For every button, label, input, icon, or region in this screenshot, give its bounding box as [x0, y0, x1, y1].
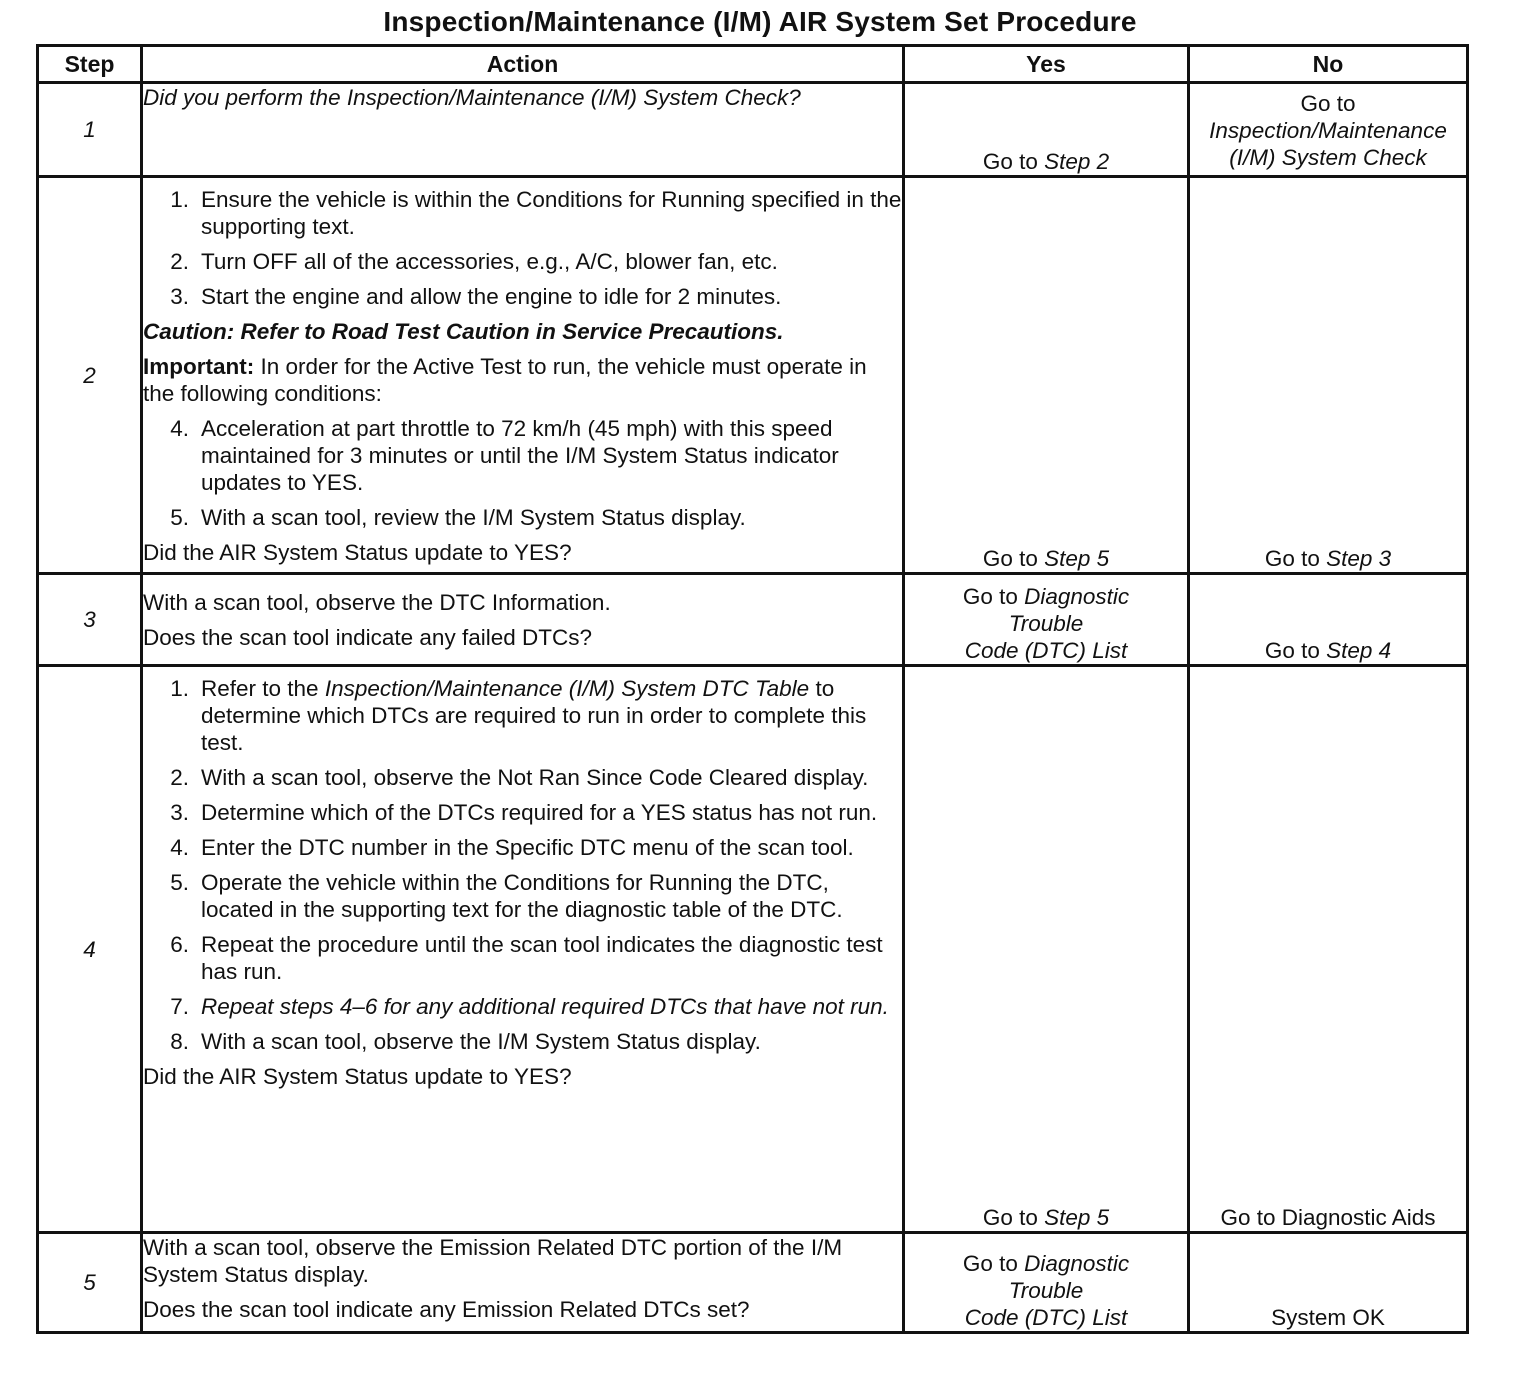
goto-system-check-link[interactable]: Inspection/Maintenance (I/M) System Check: [1209, 118, 1447, 170]
header-action: Action: [142, 46, 904, 83]
step-number: 5: [38, 1233, 142, 1333]
page-title: Inspection/Maintenance (I/M) AIR System Set Procedure: [383, 6, 1137, 37]
step-number: 3: [38, 574, 142, 666]
table-row: [38, 177, 1468, 574]
instruction-list: [143, 415, 902, 531]
list-item: 5. Operate the vehicle within the Conditions for Running the DTC, located in the supporting text for the diagnostic table of the DTC.: [170, 870, 843, 922]
yes-cell[interactable]: Go to Diagnostic Trouble Code (DTC) List: [904, 1233, 1189, 1333]
yes-cell[interactable]: Go to Step 5: [904, 666, 1189, 1233]
goto-diagnostic-aids-link[interactable]: Go to Diagnostic Aids: [1220, 1205, 1436, 1230]
yes-cell[interactable]: Go to Diagnostic Trouble Code (DTC) List: [904, 574, 1189, 666]
action-cell: [142, 666, 904, 1233]
header-yes: Yes: [904, 46, 1189, 83]
instruction-list: [143, 186, 902, 310]
goto-step-link[interactable]: Step 5: [1044, 1205, 1110, 1230]
list-item: 1. Refer to the Inspection/Maintenance (I/M) System DTC Table to determine which DTCs are required to run in order to complete this test.: [170, 676, 867, 755]
question-text: Does the scan tool indicate any Emission Related DTCs set?: [143, 1297, 750, 1322]
question-text: Did the AIR System Status update to YES?: [143, 540, 572, 565]
action-cell: [142, 574, 904, 666]
goto-prefix: Go to: [982, 149, 1045, 174]
no-cell[interactable]: Go to Step 3: [1189, 177, 1468, 574]
list-item: 5. With a scan tool, review the I/M System Status display.: [170, 505, 746, 530]
list-item: 2. Turn OFF all of the accessories, e.g., A/C, blower fan, etc.: [170, 249, 778, 274]
action-cell: [142, 1233, 904, 1333]
step-number: 1: [38, 83, 142, 177]
question-text: Did the AIR System Status update to YES?: [143, 1064, 572, 1089]
no-cell[interactable]: Go to Step 4: [1189, 574, 1468, 666]
no-cell[interactable]: [1189, 83, 1468, 177]
instruction-list: [143, 675, 902, 1055]
list-item: 3. Start the engine and allow the engine to idle for 2 minutes.: [170, 284, 782, 309]
action-cell: [142, 83, 904, 177]
instruction-text: With a scan tool, observe the Emission Related DTC portion of the I/M System Status display.: [143, 1235, 843, 1287]
table-row: [38, 574, 1468, 666]
goto-dtc-list-link[interactable]: Diagnostic: [1024, 1251, 1130, 1276]
table-row: [38, 1233, 1468, 1333]
dtc-table-link[interactable]: Inspection/Maintenance (I/M) System DTC Table: [324, 676, 810, 701]
step-number: 2: [38, 177, 142, 574]
list-item: 1. Ensure the vehicle is within the Conditions for Running specified in the supporting text.: [170, 187, 902, 239]
yes-cell[interactable]: Go to Step 5: [904, 177, 1189, 574]
goto-prefix: Go to: [1300, 91, 1356, 116]
action-cell: [142, 177, 904, 574]
goto-step-link[interactable]: Step 4: [1326, 638, 1392, 663]
result-text: System OK: [1271, 1305, 1385, 1330]
question-text: Did you perform the Inspection/Maintenance (I/M) System Check?: [143, 85, 801, 110]
goto-step-link[interactable]: Step 2: [1044, 149, 1110, 174]
header-no: No: [1189, 46, 1468, 83]
caution-note: Caution: Refer to Road Test Caution in Service Precautions.: [143, 319, 784, 344]
important-note: Important: In order for the Active Test to run, the vehicle must operate in the following conditions:: [143, 354, 867, 406]
list-item: 4. Enter the DTC number in the Specific DTC menu of the scan tool.: [170, 835, 854, 860]
table-row: [38, 666, 1468, 1233]
yes-cell[interactable]: [904, 83, 1189, 177]
goto-dtc-list-link[interactable]: Diagnostic: [1024, 584, 1130, 609]
goto-step-link[interactable]: Step 3: [1326, 546, 1392, 571]
procedure-table: [36, 44, 1469, 1334]
list-item: 3. Determine which of the DTCs required for a YES status has not run.: [170, 800, 878, 825]
list-item: 2. With a scan tool, observe the Not Ran Since Code Cleared display.: [170, 765, 869, 790]
list-item: 6. Repeat the procedure until the scan tool indicates the diagnostic test has run.: [170, 932, 883, 984]
table-row: [38, 83, 1468, 177]
no-cell[interactable]: [1189, 666, 1468, 1233]
list-item: 7. Repeat steps 4–6 for any additional required DTCs that have not run.: [170, 994, 889, 1019]
instruction-text: With a scan tool, observe the DTC Information.: [143, 589, 611, 615]
goto-step-link[interactable]: Step 5: [1044, 546, 1110, 571]
question-text: Does the scan tool indicate any failed DTCs?: [143, 624, 592, 650]
header-step: Step: [38, 46, 142, 83]
step-number: 4: [38, 666, 142, 1233]
header-row: [38, 46, 1468, 83]
no-cell: [1189, 1233, 1468, 1333]
list-item: 4. Acceleration at part throttle to 72 km/h (45 mph) with this speed maintained for 3 minutes or until the I/M System Status indicator updates to YES.: [170, 416, 839, 495]
list-item: 8. With a scan tool, observe the I/M System Status display.: [170, 1029, 761, 1054]
